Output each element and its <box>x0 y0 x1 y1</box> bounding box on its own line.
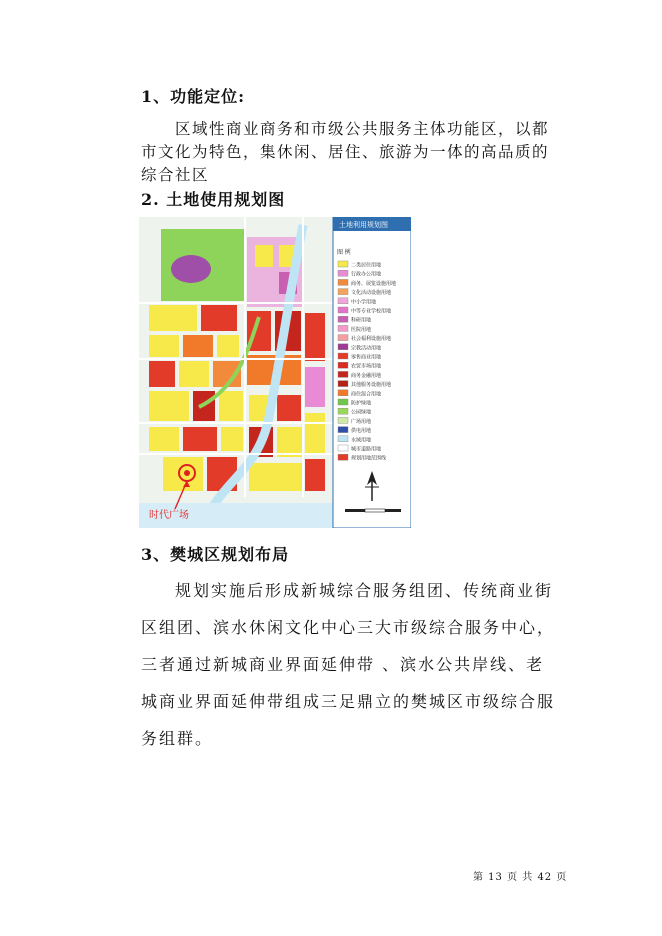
legend-label: 商住混合用地 <box>351 391 382 398</box>
legend-label: 商务、展览设施用地 <box>351 280 397 287</box>
section-heading-landuse-map: 2. 土地使用规划图 <box>141 190 286 209</box>
legend-swatch <box>338 261 348 267</box>
legend-swatch <box>338 362 348 368</box>
map-legend-panel <box>333 217 411 528</box>
legend-heading: 图 例 <box>337 250 351 256</box>
legend-swatch <box>338 298 348 304</box>
scale-bar-icon <box>345 509 401 512</box>
layout-paragraph: 规划实施后形成新城综合服务组团、传统商业街区组团、滨水休闲文化中心三大市级综合服务中心，三者通过新城商业界面延伸带 、滨水公共岸线、老城商业界面延伸带组成三足鼎立的樊城区市级综合服务组群。 <box>141 581 556 748</box>
legend-swatch <box>338 399 348 405</box>
legend-swatch <box>338 279 348 285</box>
legend-swatch <box>338 289 348 295</box>
legend-label: 供电用地 <box>351 428 372 435</box>
legend-swatch <box>338 454 348 460</box>
legend-label: 广场用地 <box>351 418 372 425</box>
section-heading-layout: 3、樊城区规划布局 <box>141 545 290 564</box>
legend-title: 土地利用规划图 <box>339 222 388 229</box>
map-drawing <box>139 217 333 528</box>
legend-swatch <box>338 417 348 423</box>
legend-label: 公园绿地 <box>351 409 372 416</box>
legend-label: 城市道路用地 <box>351 446 382 453</box>
legend-label: 规划用地范围线 <box>351 455 387 462</box>
legend-swatch <box>338 408 348 414</box>
legend-label: 零售商业用地 <box>351 354 382 361</box>
legend-label: 社会福利设施用地 <box>351 336 392 343</box>
legend-label: 科研用地 <box>351 317 372 324</box>
legend-swatch <box>338 325 348 331</box>
legend-label: 农贸市场用地 <box>351 363 382 370</box>
land-use-map <box>139 217 411 528</box>
page-number: 第 13 页 共 42 页 <box>473 872 568 883</box>
map-callout-label: 时代广场 <box>149 510 189 521</box>
legend-label: 中等专业学校用地 <box>351 308 392 315</box>
legend-label: 水域用地 <box>351 437 372 444</box>
legend-label: 防护绿地 <box>351 400 372 407</box>
legend-swatch <box>338 427 348 433</box>
legend-swatch <box>338 381 348 387</box>
legend-swatch <box>338 445 348 451</box>
legend-label: 宗教活动用地 <box>351 345 382 352</box>
legend-swatch <box>338 390 348 396</box>
legend-label: 文化活动设施用地 <box>351 290 392 297</box>
section-heading-function: 1、功能定位: <box>141 87 246 106</box>
legend-swatch <box>338 335 348 341</box>
legend-swatch <box>338 316 348 322</box>
legend-label: 医院用地 <box>351 326 372 333</box>
legend-swatch <box>338 371 348 377</box>
legend-label: 中小学用地 <box>351 299 377 306</box>
legend-swatch <box>338 353 348 359</box>
function-paragraph: 区域性商业商务和市级公共服务主体功能区，以都市文化为特色，集休闲、居住、旅游为一体的高品质的综合社区 <box>141 120 550 184</box>
legend-label: 行政办公用地 <box>351 271 382 278</box>
legend-swatch <box>338 307 348 313</box>
legend-label: 二类居住用地 <box>351 262 382 269</box>
legend-swatch <box>338 270 348 276</box>
legend-label: 其他服务设施用地 <box>351 382 392 389</box>
legend-label: 商务金融用地 <box>351 372 382 379</box>
legend-swatch <box>338 344 348 350</box>
legend-swatch <box>338 436 348 442</box>
